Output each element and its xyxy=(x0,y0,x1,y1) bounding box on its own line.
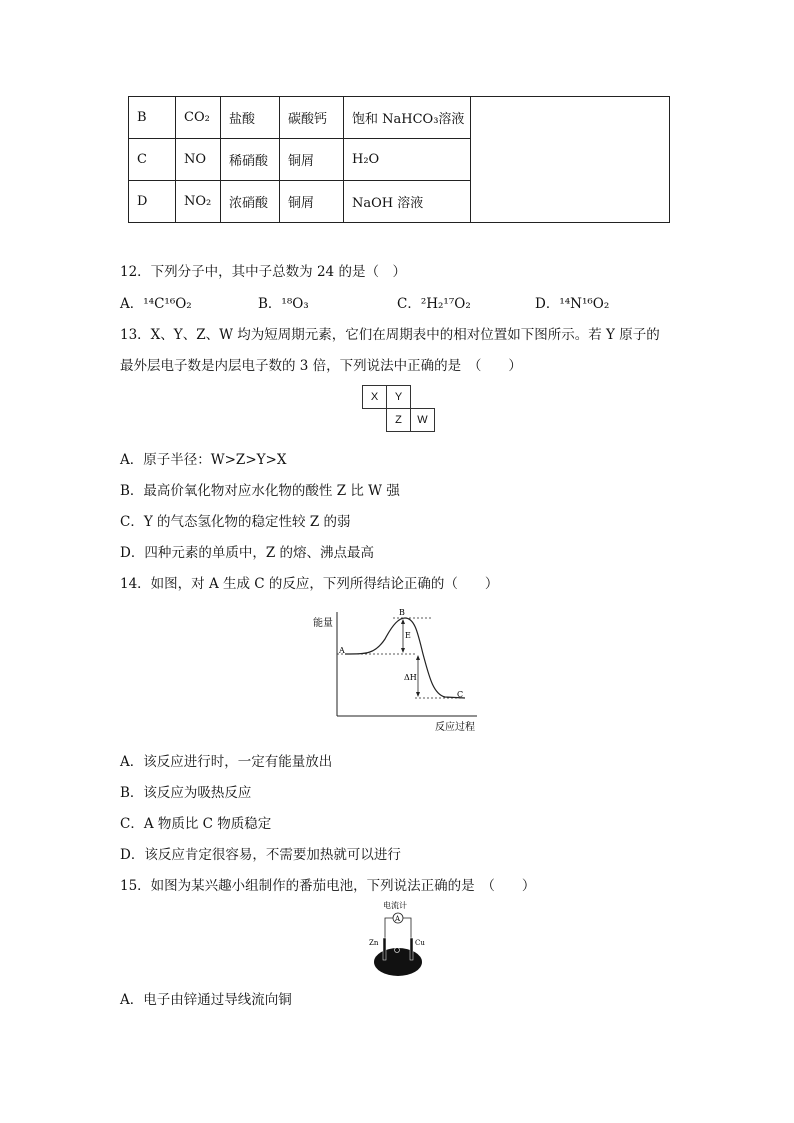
table-cell: B xyxy=(129,97,176,139)
table-cell: 稀硝酸 xyxy=(221,139,280,181)
q13-option-a: A．原子半径：W>Z>Y>X xyxy=(120,452,287,468)
table-cell: 铜屑 xyxy=(280,181,344,223)
arrow-head xyxy=(416,655,420,660)
table-cell: NaOH 溶液 xyxy=(344,181,471,223)
copper-electrode xyxy=(410,938,413,960)
table-cell: 铜屑 xyxy=(280,139,344,181)
q13-option-c: C．Y 的气态氢化物的稳定性较 Z 的弱 xyxy=(120,514,351,530)
table-cell: NO xyxy=(176,139,221,181)
table-cell: CO₂ xyxy=(176,97,221,139)
point-b-label: B xyxy=(399,608,405,617)
q12-option-c: C．²H₂¹⁷O₂ xyxy=(397,296,471,312)
q12-stem: 12．下列分子中，其中子总数为 24 的是（ ） xyxy=(120,264,406,280)
table-cell: C xyxy=(129,139,176,181)
table-cell: 浓硝酸 xyxy=(221,181,280,223)
arrow-head xyxy=(416,692,420,697)
electrode-left-label: Zn xyxy=(369,939,379,947)
q12-option-b: B．¹⁸O₃ xyxy=(258,296,309,312)
cell-x: X xyxy=(362,385,387,409)
zinc-electrode xyxy=(383,938,386,960)
q13-option-b: B．最高价氧化物对应水化物的酸性 Z 比 W 强 xyxy=(120,483,400,499)
q14-stem: 14．如图，对 A 生成 C 的反应，下列所得结论正确的（ ） xyxy=(120,576,499,592)
arrow-head xyxy=(401,619,405,624)
point-a-label: A xyxy=(339,646,345,655)
table-cell: H₂O xyxy=(344,139,471,181)
reagent-table xyxy=(128,96,670,223)
y-axis-label: 能量 xyxy=(313,618,333,629)
e-label: E xyxy=(405,631,411,640)
cell-w: W xyxy=(410,408,435,432)
ammeter-symbol: A xyxy=(395,915,401,923)
q13-stem-line2: 最外层电子数是内层电子数的 3 倍，下列说法中正确的是 （ ） xyxy=(120,358,522,374)
x-axis-label: 反应过程 xyxy=(435,722,475,733)
table-row xyxy=(129,97,670,139)
q12-option-d: D．¹⁴N¹⁶O₂ xyxy=(535,296,610,312)
table-cell: D xyxy=(129,181,176,223)
q15-stem: 15．如图为某兴趣小组制作的番茄电池，下列说法正确的是 （ ） xyxy=(120,878,536,894)
cell-y: Y xyxy=(386,385,411,409)
q15-option-a: A．电子由锌通过导线流向铜 xyxy=(120,992,292,1008)
energy-curve xyxy=(345,618,465,698)
q13-stem-line1: 13．X、Y、Z、W 均为短周期元素，它们在周期表中的相对位置如下图所示。若 Y 原子的 xyxy=(120,327,660,343)
q14-option-c: C．A 物质比 C 物质稳定 xyxy=(120,816,272,832)
table-cell: NO₂ xyxy=(176,181,221,223)
energy-profile-diagram xyxy=(305,604,490,736)
electrode-right-label: Cu xyxy=(415,939,425,947)
table-cell: 盐酸 xyxy=(221,97,280,139)
point-c-label: C xyxy=(457,690,464,699)
q14-option-a: A．该反应进行时，一定有能量放出 xyxy=(120,754,333,770)
table-cell: 碳酸钙 xyxy=(280,97,344,139)
table-cell: 饱和 NaHCO₃溶液 xyxy=(344,97,471,139)
arrow-head xyxy=(401,648,405,653)
q12-option-a: A．¹⁴C¹⁶O₂ xyxy=(120,296,192,312)
q13-option-d: D．四种元素的单质中，Z 的熔、沸点最高 xyxy=(120,545,374,561)
meter-label: 电流计 xyxy=(383,901,407,910)
table-empty-cell xyxy=(471,97,670,223)
dh-label: ΔH xyxy=(404,673,417,682)
q14-option-d: D．该反应肯定很容易，不需要加热就可以进行 xyxy=(120,847,401,863)
q14-option-b: B．该反应为吸热反应 xyxy=(120,785,252,801)
cell-z: Z xyxy=(386,408,411,432)
tomato-battery-figure xyxy=(365,898,435,978)
